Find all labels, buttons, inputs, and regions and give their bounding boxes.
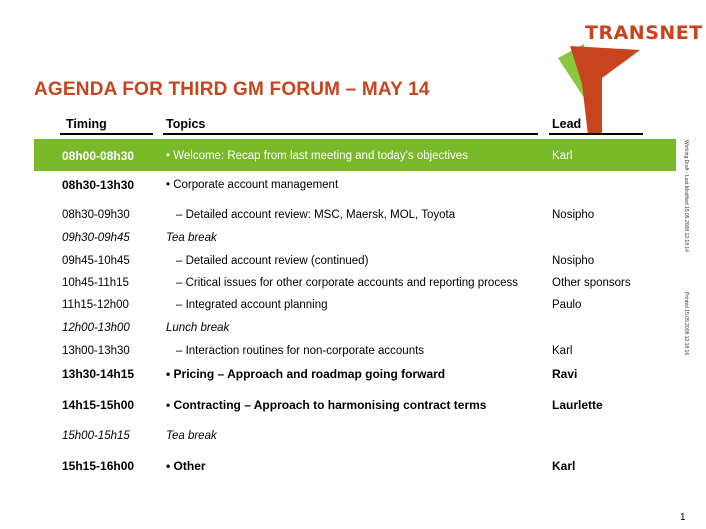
side-text-modified: Working Draft - Last Modified 15.05.2008 12:18:14 [683, 140, 689, 252]
row-time: 13h30-14h15 [62, 367, 135, 381]
row-lead: Karl [552, 150, 573, 162]
row-lead: Ravi [552, 367, 578, 381]
row-topic: – Integrated account planning [176, 299, 328, 311]
transnet-logo [520, 0, 706, 140]
row-time: 08h30-09h30 [62, 209, 130, 221]
row-topic: • Corporate account management [166, 179, 339, 191]
row-lead: Laurlette [552, 398, 603, 412]
row-topic: Tea break [166, 430, 217, 442]
header-underline-topics [163, 133, 538, 135]
row-time: 09h45-10h45 [62, 255, 130, 267]
row-time: 12h00-13h00 [62, 322, 130, 334]
row-time: 08h30-13h30 [62, 178, 135, 192]
row-topic: • Contracting – Approach to harmonising contract terms [166, 398, 487, 412]
row-time: 09h30-09h45 [62, 232, 130, 244]
row-topic: Lunch break [166, 322, 230, 334]
row-lead: Karl [552, 345, 573, 357]
row-topic: • Pricing – Approach and roadmap going forward [166, 367, 446, 381]
row-topic: – Critical issues for other corporate accounts and reporting process [176, 277, 518, 289]
header-lead: Lead [552, 117, 582, 131]
page-title: AGENDA FOR THIRD GM FORUM – MAY 14 [34, 79, 430, 100]
row-time: 15h15-16h00 [62, 459, 135, 473]
row-topic: – Detailed account review: MSC, Maersk, MOL, Toyota [176, 209, 456, 221]
side-notes [680, 140, 690, 380]
row-topic: • Other [166, 459, 206, 473]
row-time: 08h00-08h30 [62, 149, 135, 163]
row-topic: – Detailed account review (continued) [176, 255, 369, 267]
side-text-printed: Printed 15.05.2008 12:18:16 [683, 292, 689, 356]
header-underline-timing [60, 133, 153, 135]
header-underline-lead [549, 133, 643, 135]
row-time: 14h15-15h00 [62, 398, 135, 412]
row-lead: Paulo [552, 299, 582, 311]
row-lead: Nosipho [552, 209, 595, 221]
row-topic: – Interaction routines for non-corporate accounts [176, 345, 425, 357]
row-time: 10h45-11h15 [62, 277, 129, 289]
row-time: 11h15-12h00 [62, 299, 129, 311]
header-topics: Topics [166, 117, 206, 131]
row-topic: Tea break [166, 232, 217, 244]
brand-name: TRANSNET [585, 22, 703, 44]
row-time: 13h00-13h30 [62, 345, 130, 357]
row-lead: Other sponsors [552, 277, 631, 289]
header-timing: Timing [66, 117, 107, 131]
page-number: 1 [680, 512, 686, 523]
row-lead: Nosipho [552, 255, 595, 267]
row-lead: Karl [552, 459, 576, 473]
row-topic: • Welcome: Recap from last meeting and today's objectives [166, 150, 468, 162]
row-time: 15h00-15h15 [62, 430, 130, 442]
